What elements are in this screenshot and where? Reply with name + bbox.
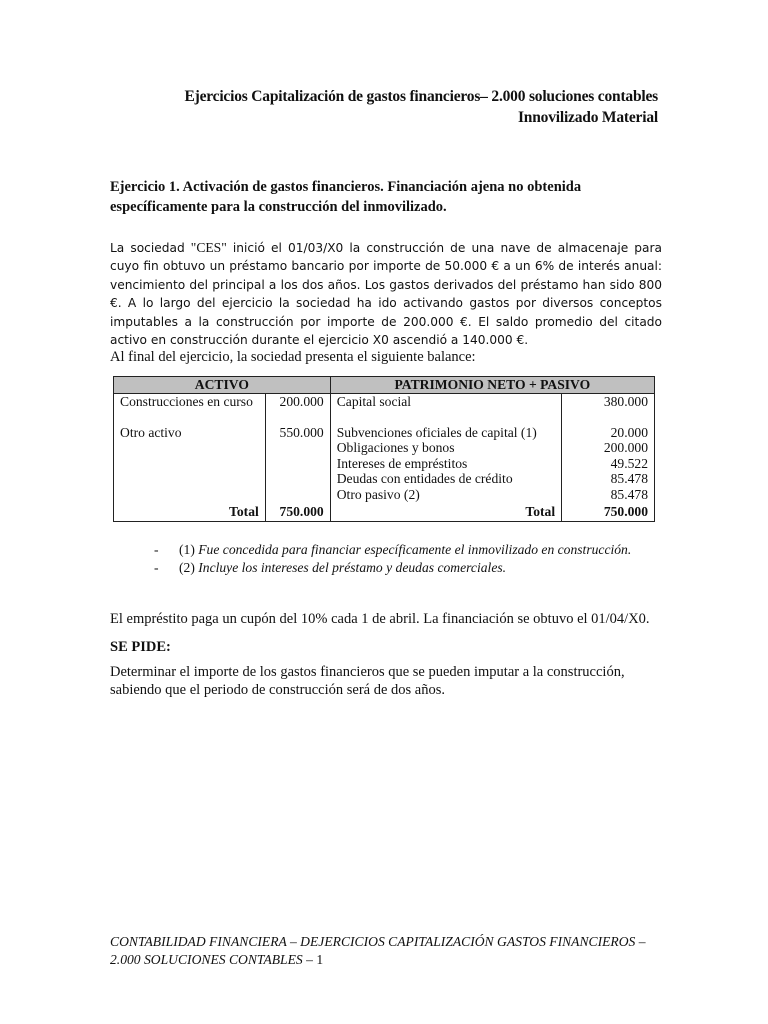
footnote-text: Incluye los intereses del préstamo y deudas comerciales. <box>198 560 507 575</box>
footnote-bullet: - <box>154 542 159 557</box>
pasivo-total-label: Total <box>330 502 561 521</box>
page-number: 1 <box>316 952 324 967</box>
pasivo-label: Otro pasivo (2) <box>336 486 420 502</box>
activo-label: Construcciones en curso <box>120 393 253 409</box>
pasivo-label: Subvenciones oficiales de capital (1) <box>336 424 537 440</box>
activo-total-label: Total <box>229 504 259 519</box>
pasivo-labels-cell <box>330 393 561 502</box>
balance-intro: Al final del ejercicio, la sociedad presenta el siguiente balance: <box>110 349 476 365</box>
exercise-heading: Ejercicio 1. Activación de gastos financieros. Financiación ajena no obtenida específicamente para la construcción del inmovilizado. <box>110 179 582 215</box>
balance-total-row <box>114 502 655 521</box>
statement-part1: La sociedad <box>110 241 191 255</box>
header-title: Ejercicios Capitalización de gastos financieros– 2.000 soluciones contables <box>184 88 658 105</box>
page-footer <box>110 933 670 969</box>
pasivo-amount: 85.478 <box>610 471 648 486</box>
pasivo-header: PATRIMONIO NETO + PASIVO <box>330 377 654 394</box>
footnote-text: Fue concedida para financiar específicamente el inmovilizado en construcción. <box>198 542 632 557</box>
footnote-item <box>154 541 674 559</box>
pasivo-amount: 380.000 <box>603 393 648 409</box>
footnotes-list <box>154 541 674 577</box>
se-pide-heading: SE PIDE: <box>110 639 171 655</box>
footer-text: CONTABILIDAD FINANCIERA – DEJERCICIOS CAPITALIZACIÓN GASTOS FINANCIEROS – 2.000 SOLUCIONES CONTABLES – <box>110 934 646 967</box>
statement-company: "CES" <box>190 240 227 255</box>
activo-amount: 200.000 <box>279 393 324 409</box>
footnote-bullet: - <box>154 560 159 575</box>
task-paragraph: Determinar el importe de los gastos financieros que se pueden imputar a la construcción, sabiendo que el periodo de construcción será de dos años. <box>110 664 625 698</box>
statement-part2: inició el 01/03/X0 la construcción de una nave de almacenaje para cuyo fin obtuvo un préstamo bancario por importe de 50.000 € a un 6% de interés anual: vencimiento del principal a los dos años. Los gastos derivados del préstamo han sido 800 €. A lo largo del ejercicio la sociedad ha ido activando gastos por diversos conceptos imputables a la construcción por importe de 200.000 €. El saldo promedio del citado activo en construcción durante el ejercicio X0 ascendió a 140.000 €. <box>110 241 662 348</box>
balance-body-row <box>114 393 655 502</box>
balance-sheet-table <box>113 376 655 522</box>
activo-label: Otro activo <box>120 424 182 440</box>
pasivo-amount: 49.522 <box>610 455 648 471</box>
balance-header-row <box>114 377 655 394</box>
activo-labels-cell <box>114 393 266 502</box>
footnote-number: (2) <box>179 560 199 575</box>
pasivo-total: 750.000 <box>562 502 655 521</box>
pasivo-label: Capital social <box>336 393 412 409</box>
pasivo-label: Intereses de empréstitos <box>336 455 468 471</box>
document-header <box>98 86 658 128</box>
activo-amounts-cell <box>265 393 330 502</box>
pasivo-amount: 200.000 <box>603 440 648 455</box>
pasivo-amount: 20.000 <box>610 424 648 440</box>
pasivo-amounts-cell <box>562 393 655 502</box>
activo-amount: 550.000 <box>279 424 324 440</box>
pasivo-amount: 85.478 <box>610 486 648 502</box>
footnote-number: (1) <box>179 542 199 557</box>
header-subtitle: Innovilizado Material <box>517 109 658 126</box>
coupon-paragraph: El empréstito paga un cupón del 10% cada 1 de abril. La financiación se obtuvo el 01/04/X0. <box>110 611 650 627</box>
exercise-statement <box>110 239 662 349</box>
pasivo-label: Obligaciones y bonos <box>336 440 455 455</box>
pasivo-label: Deudas con entidades de crédito <box>336 471 513 486</box>
activo-total: 750.000 <box>265 502 330 521</box>
activo-header: ACTIVO <box>114 377 331 394</box>
footnote-item <box>154 559 674 577</box>
